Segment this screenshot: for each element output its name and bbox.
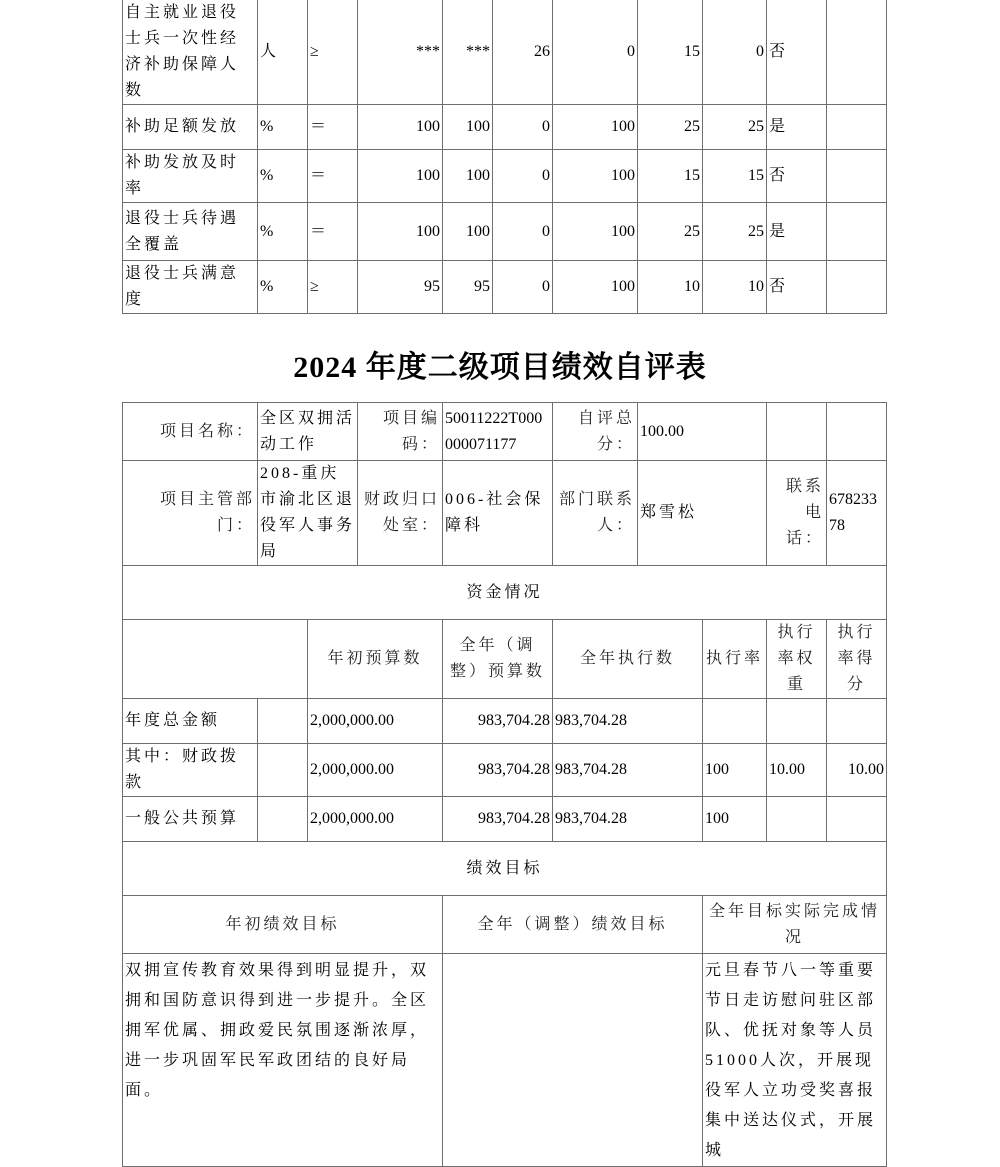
funds-row-initial: 2,000,000.00 xyxy=(308,744,443,797)
indicator-target: 95 xyxy=(358,261,443,314)
phone-value: 67823378 xyxy=(827,461,887,566)
indicator-met: 否 xyxy=(767,261,827,314)
page-title: 2024 年度二级项目绩效自评表 xyxy=(293,351,707,384)
indicator-actual: 26 xyxy=(493,0,553,105)
indicator-adjusted-target: 95 xyxy=(443,261,493,314)
indicator-unit: % xyxy=(258,203,308,261)
indicator-operator: ＝ xyxy=(308,203,358,261)
indicator-row xyxy=(123,105,887,150)
funds-row xyxy=(123,797,887,842)
funds-row-adjusted: 983,704.28 xyxy=(443,699,553,744)
indicator-rate: 100 xyxy=(553,261,638,314)
indicator-rate: 100 xyxy=(553,150,638,203)
funds-row-adjusted: 983,704.28 xyxy=(443,744,553,797)
indicator-actual: 0 xyxy=(493,150,553,203)
phone-label: 联系电话： xyxy=(767,461,827,566)
goals-header-row xyxy=(123,896,887,954)
indicator-met: 否 xyxy=(767,0,827,105)
indicator-operator: ≥ xyxy=(308,0,358,105)
indicator-row xyxy=(123,150,887,203)
project-self-evaluation-table xyxy=(122,402,887,1167)
funds-header-score: 执行率得分 xyxy=(827,620,887,699)
funds-header-executed: 全年执行数 xyxy=(553,620,703,699)
funds-row-adjusted: 983,704.28 xyxy=(443,797,553,842)
indicator-score: 25 xyxy=(703,105,767,150)
project-code-label: 项目编码： xyxy=(358,403,443,461)
funds-row-rate: 100 xyxy=(703,744,767,797)
indicator-unit: 人 xyxy=(258,0,308,105)
indicator-weight: 10 xyxy=(638,261,703,314)
indicator-score: 15 xyxy=(703,150,767,203)
indicator-operator: ≥ xyxy=(308,261,358,314)
indicator-weight: 25 xyxy=(638,105,703,150)
indicator-adjusted-target: 100 xyxy=(443,105,493,150)
indicator-met: 是 xyxy=(767,203,827,261)
indicator-remark xyxy=(827,0,887,105)
funds-row-label: 一般公共预算 xyxy=(123,797,258,842)
funds-row xyxy=(123,699,887,744)
funds-row-label: 其中：财政拨款 xyxy=(123,744,258,797)
funds-row-weight xyxy=(767,797,827,842)
goals-header-actual: 全年目标实际完成情况 xyxy=(703,896,887,954)
indicator-weight: 15 xyxy=(638,150,703,203)
indicator-remark xyxy=(827,203,887,261)
actual-completion-text: 元旦春节八一等重要节日走访慰问驻区部队、优抚对象等人员51000人次，开展现役军人立功受奖喜报集中送达仪式，开展城 xyxy=(703,954,887,1167)
indicator-rate: 0 xyxy=(553,0,638,105)
goals-header-initial: 年初绩效目标 xyxy=(123,896,443,954)
funds-row xyxy=(123,744,887,797)
indicator-row xyxy=(123,203,887,261)
self-score-label: 自评总分： xyxy=(553,403,638,461)
empty-cell xyxy=(258,744,308,797)
indicator-rate: 100 xyxy=(553,203,638,261)
indicator-adjusted-target: *** xyxy=(443,0,493,105)
indicator-remark xyxy=(827,105,887,150)
funds-row-executed: 983,704.28 xyxy=(553,744,703,797)
funds-header-blank xyxy=(123,620,308,699)
indicator-target: 100 xyxy=(358,203,443,261)
adjusted-goal-text xyxy=(443,954,703,1167)
goals-section-title: 绩效目标 xyxy=(123,842,887,896)
indicator-target: 100 xyxy=(358,150,443,203)
empty-cell xyxy=(258,699,308,744)
indicator-table xyxy=(122,0,887,314)
dept-value: 208-重庆市渝北区退役军人事务局 xyxy=(258,461,358,566)
indicator-row xyxy=(123,0,887,105)
indicator-name: 补助足额发放 xyxy=(123,105,258,150)
empty-cell xyxy=(827,403,887,461)
goals-section-row xyxy=(123,842,887,896)
indicator-score: 0 xyxy=(703,0,767,105)
goals-content-row xyxy=(123,954,887,1167)
contact-label: 部门联系人： xyxy=(553,461,638,566)
goals-header-adjusted: 全年（调整）绩效目标 xyxy=(443,896,703,954)
indicator-score: 25 xyxy=(703,203,767,261)
funds-row-initial: 2,000,000.00 xyxy=(308,699,443,744)
funds-row-label: 年度总金额 xyxy=(123,699,258,744)
funds-section-row xyxy=(123,566,887,620)
indicator-met: 是 xyxy=(767,105,827,150)
indicator-adjusted-target: 100 xyxy=(443,150,493,203)
project-name-value: 全区双拥活动工作 xyxy=(258,403,358,461)
indicator-weight: 25 xyxy=(638,203,703,261)
indicator-score: 10 xyxy=(703,261,767,314)
funds-section-title: 资金情况 xyxy=(123,566,887,620)
funds-header-initial: 年初预算数 xyxy=(308,620,443,699)
office-value: 006-社会保障科 xyxy=(443,461,553,566)
initial-goal-text: 双拥宣传教育效果得到明显提升，双拥和国防意识得到进一步提升。全区拥军优属、拥政爱民氛围逐渐浓厚，进一步巩固军民军政团结的良好局面。 xyxy=(123,954,443,1167)
indicator-name: 补助发放及时率 xyxy=(123,150,258,203)
funds-header-rate: 执行率 xyxy=(703,620,767,699)
indicator-target: *** xyxy=(358,0,443,105)
funds-row-score xyxy=(827,797,887,842)
indicator-actual: 0 xyxy=(493,261,553,314)
indicator-name: 退役士兵待遇全覆盖 xyxy=(123,203,258,261)
empty-cell xyxy=(767,403,827,461)
indicator-name: 退役士兵满意度 xyxy=(123,261,258,314)
indicator-operator: ＝ xyxy=(308,150,358,203)
dept-label: 项目主管部门： xyxy=(123,461,258,566)
contact-value: 郑雪松 xyxy=(638,461,767,566)
indicator-unit: % xyxy=(258,150,308,203)
project-code-value: 50011222T000000071177 xyxy=(443,403,553,461)
indicator-met: 否 xyxy=(767,150,827,203)
funds-row-initial: 2,000,000.00 xyxy=(308,797,443,842)
indicator-weight: 15 xyxy=(638,0,703,105)
funds-row-weight xyxy=(767,699,827,744)
funds-row-rate xyxy=(703,699,767,744)
funds-row-rate: 100 xyxy=(703,797,767,842)
office-label: 财政归口处室： xyxy=(358,461,443,566)
empty-cell xyxy=(258,797,308,842)
funds-row-executed: 983,704.28 xyxy=(553,797,703,842)
funds-header-row xyxy=(123,620,887,699)
funds-header-weight: 执行率权重 xyxy=(767,620,827,699)
indicator-actual: 0 xyxy=(493,203,553,261)
funds-row-score: 10.00 xyxy=(827,744,887,797)
indicator-name: 自主就业退役士兵一次性经济补助保障人数 xyxy=(123,0,258,105)
project-info-row-1 xyxy=(123,403,887,461)
indicator-unit: % xyxy=(258,105,308,150)
indicator-remark xyxy=(827,150,887,203)
indicator-operator: ＝ xyxy=(308,105,358,150)
indicator-rate: 100 xyxy=(553,105,638,150)
funds-row-score xyxy=(827,699,887,744)
funds-header-adjusted: 全年（调整）预算数 xyxy=(443,620,553,699)
funds-row-weight: 10.00 xyxy=(767,744,827,797)
funds-row-executed: 983,704.28 xyxy=(553,699,703,744)
indicator-remark xyxy=(827,261,887,314)
indicator-unit: % xyxy=(258,261,308,314)
indicator-target: 100 xyxy=(358,105,443,150)
indicator-row xyxy=(123,261,887,314)
project-name-label: 项目名称： xyxy=(123,403,258,461)
indicator-adjusted-target: 100 xyxy=(443,203,493,261)
indicator-actual: 0 xyxy=(493,105,553,150)
project-info-row-2 xyxy=(123,461,887,566)
self-score-value: 100.00 xyxy=(638,403,767,461)
